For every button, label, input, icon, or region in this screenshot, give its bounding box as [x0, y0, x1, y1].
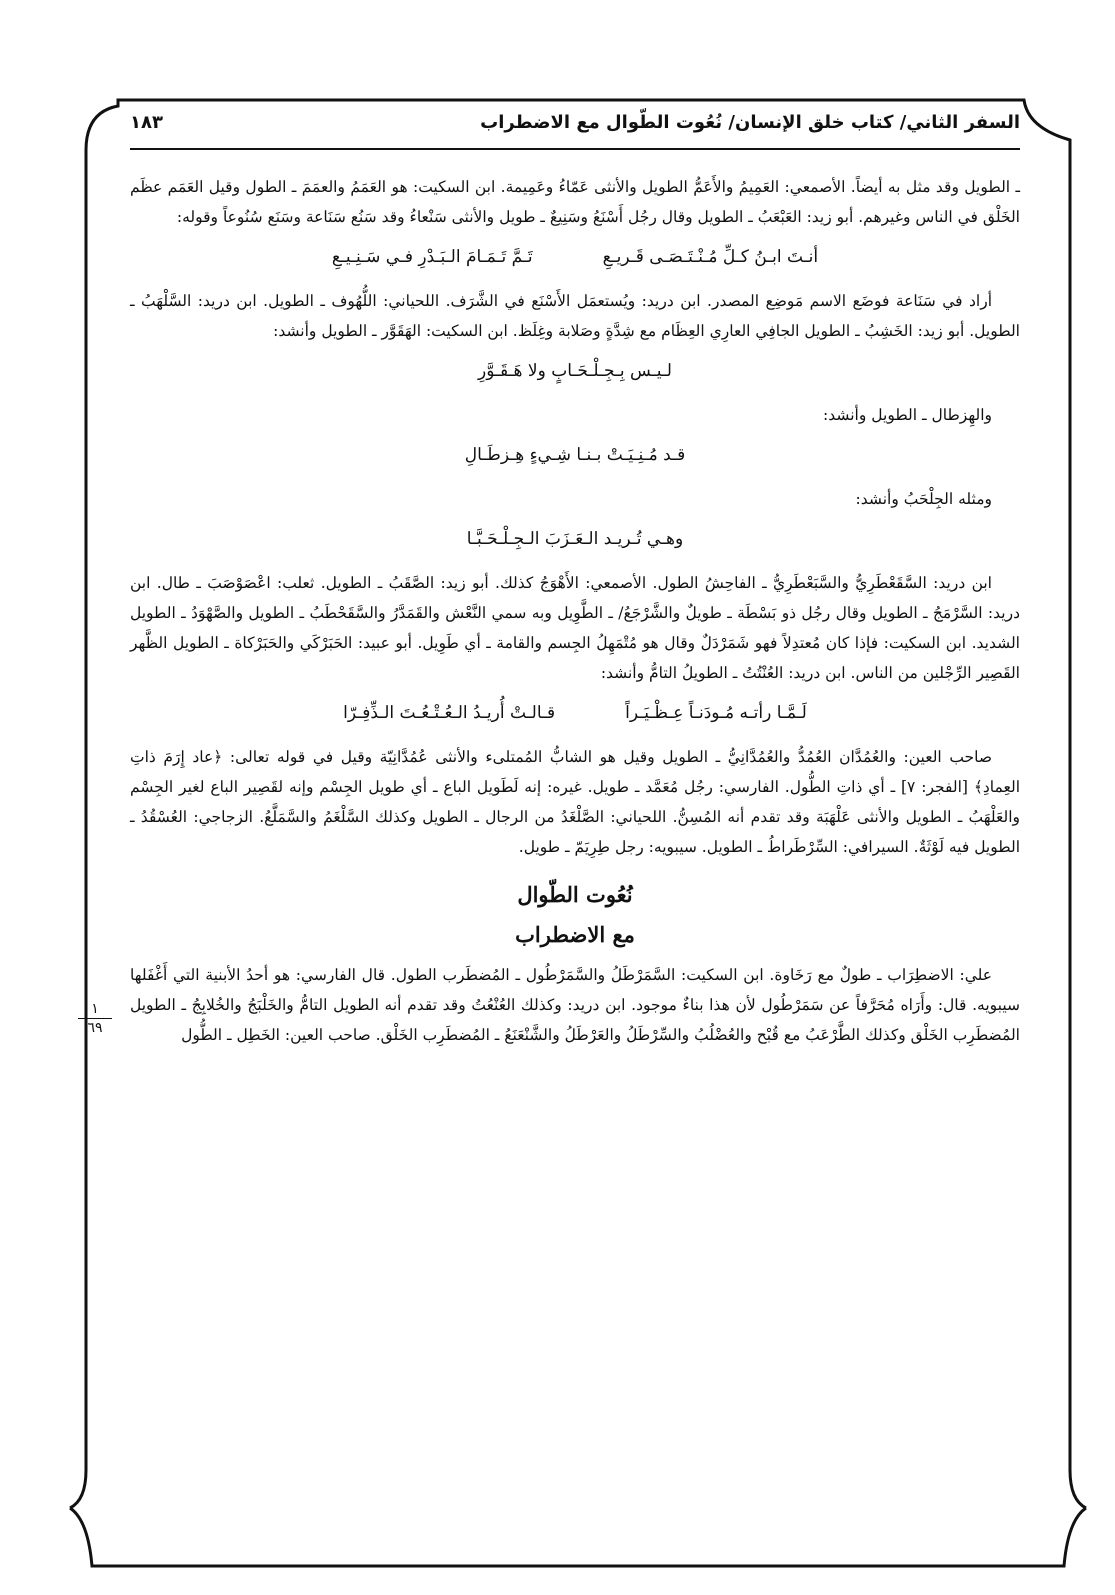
verse-5	[130, 698, 1020, 728]
verse-5-first-hemistich: لَـمَّـا رأتـه مُـودَنـاً عِـظْـيَـراً	[625, 703, 807, 723]
section-heading: نُعُوت الطّوال	[517, 882, 633, 907]
page-body	[130, 172, 1020, 1056]
paragraph-4: ومثله الجِلْحَبُ وأنشد:	[855, 490, 992, 508]
running-title: السفر الثاني/ كتاب خلق الإنسان/ نُعُوت الطّوال مع الاضطراب	[480, 112, 1020, 133]
paragraph-2: أراد في سَنَاعة فوضَع الاسم مَوضِع المصدر. ابن دريد: ويُستعمَل الأَسْنَع في الشَّرَف. اللحياني: اللُّهُوف ـ الطويل. ابن دريد: السَّلْهَبُ ـ الطويل. أبو زيد: الخَشِبُ ـ الطويل الجافِي العارِي العِظَام مع شِدَّةٍ وصَلابة وغِلَظ. ابن السكيت: الهَقَوَّر ـ الطويل وأنشد:	[130, 292, 1020, 340]
marker-numerator: ١	[78, 1000, 112, 1019]
verse-3	[130, 440, 1020, 470]
page-header	[130, 108, 1020, 150]
verse-2	[130, 356, 1020, 386]
paragraph-3: والهِزطال ـ الطويل وأنشد:	[823, 406, 992, 424]
paragraph-7: علي: الاضطِرَاب ـ طولٌ مع رَخَاوة. ابن السكيت: السَّمَرْطَلُ والسَّمَرْطُول ـ المُضطَرب الطول. قال الفارسي: هو أحدُ الأبنية التي أَغْفَلها سيبويه. قال: وأَرَاه مُحَرَّفاً عن سَمَرْطُول لأن هذا بناءٌ موجود. ابن دريد: وكذلك العُنْعُتُ وقد تقدم أنه الطويل التامُّ والخَلْبَجُ والخُلابِجُ ـ الطويل المُضطَرِب الخَلْق وكذلك الطَّرْعَبُ مع قُبْح والعُضْلُبُ والسِّرْطَلُ والعَرْطَلُ والشَّنْعَنَعُ ـ المُضطَرِب الخَلْق. صاحب العين: الخَطِل ـ الطُّول	[130, 966, 1020, 1044]
verse-3-line: قـد مُـنِـيَـتْ بـنـا شِـيءٍ هِـزطَـالِ	[464, 445, 686, 465]
verse-4	[130, 524, 1020, 554]
verse-1-second-hemistich: تَـمَّ تَـمَـامَ الـبَـدْرِ فـي سَـنِـيـعِ	[331, 247, 533, 267]
page-number: ١٨٣	[130, 112, 163, 133]
paragraph-6: صاحب العين: والعُمُدَّان العُمُدُّ والعُمُدَّانِيُّ ـ الطويل وقيل هو الشابُّ المُمتلىء والأنثى عُمُدَّانِيّة وقيل في قوله تعالى: ﴿عاد إِرَمَ ذاتِ العِمادِ﴾ [الفجر: ٧] ـ أي ذاتِ الطُّول. الفارسي: رجُل مُعَمَّد ـ طويل. غيره: إنه لَطَويل الباع ـ أي طويل الجِسْم وإنه لقَصِير الباع لغير الجِسْم والعَلْهَبُ ـ الطويل والأنثى عَلْهَبَة وقد تقدم أنه المُسِنُّ. اللحياني: الصَّلْغَدُ من الرجال ـ الطويل وكذلك السَّلْغَمُ والسَّمَلَّعُ. الزجاجي: العُسْقُدُ ـ الطويل فيه لَوْثَةٌ. السيرافي: السِّرْطَراطُ ـ الطويل. سيبويه: رجل طِرِيَمّ ـ طويل.	[130, 748, 1020, 856]
paragraph-5: ابن دريد: السَّقَعْطَرِيُّ والسَّبَعْطَرِيُّ ـ الفاحِشُ الطول. الأصمعي: الأَهْوَجُ كذلك. أبو زيد: الصَّقَبُ ـ الطويل. ثعلب: اعْصَوْصَبَ ـ طال. ابن دريد: السَّرْمَجُ ـ الطويل وقال رجُل ذو بَسْطَة ـ طويلٌ والشَّرْجَعُ/ ـ الطَّوِيل وبه سمي النَّعْش والقَمَدَّرُ والسَّقَحْطَبُ ـ الطويل والصَّهْوَدُ ـ الطويل الشديد. ابن السكيت: فإذا كان مُعتدِلاً فهو شَمَرْدَلٌ وقال هو مُتْمَهِلُ الجِسم والقامة ـ أي طَوِيل. أبو عبيد: الحَبَرْكَي والحَبَرْكاة ـ الطويل الظَّهر القَصِير الرِّجْلين من الناس. ابن دريد: العُنْتُتُ ـ الطويلُ التامُّ وأنشد:	[130, 574, 1020, 682]
paragraph-1: ـ الطويل وقد مثل به أيضاً. الأصمعي: العَمِيمُ والأَعَمُّ الطويل والأنثى عَمّاءُ وعَمِيمة. ابن السكيت: هو العَمَمُ والعمَمَ ـ الطول وقيل العَمَم عظَم الخَلْق في الناس وغيرهم. أبو زيد: العَبْعَبُ ـ الطويل وقال رجُل أَسْنَعُ وسَنِيعٌ ـ طويل والأنثى سَنْعاءُ وقد سَنُع سَنَاعة وسَنَع سُنُوعاً وقوله:	[130, 178, 1020, 226]
margin-page-marker	[78, 1000, 112, 1037]
verse-1-first-hemistich: أنـتَ ابـنُ كـلِّ مُـنْـتَـصَـى قَـريـعِ	[602, 247, 819, 267]
verse-5-second-hemistich: قـالـتْ أُريـدُ الـعُـتْـعُـتَ الـذِّفِـرّا	[343, 703, 556, 723]
marker-denominator: ٦٩	[87, 1020, 103, 1036]
verse-2-line: لـيـس بِـجِـلْـحَـابٍ ولا هَـقَـوَّرِ	[478, 361, 672, 381]
verse-1	[130, 242, 1020, 272]
verse-4-line: وهـي تُـريـد الـعَـزَبَ الـجِـلْـحَـبَّـا	[466, 529, 684, 549]
section-subheading: مع الاضطراب	[515, 922, 635, 947]
